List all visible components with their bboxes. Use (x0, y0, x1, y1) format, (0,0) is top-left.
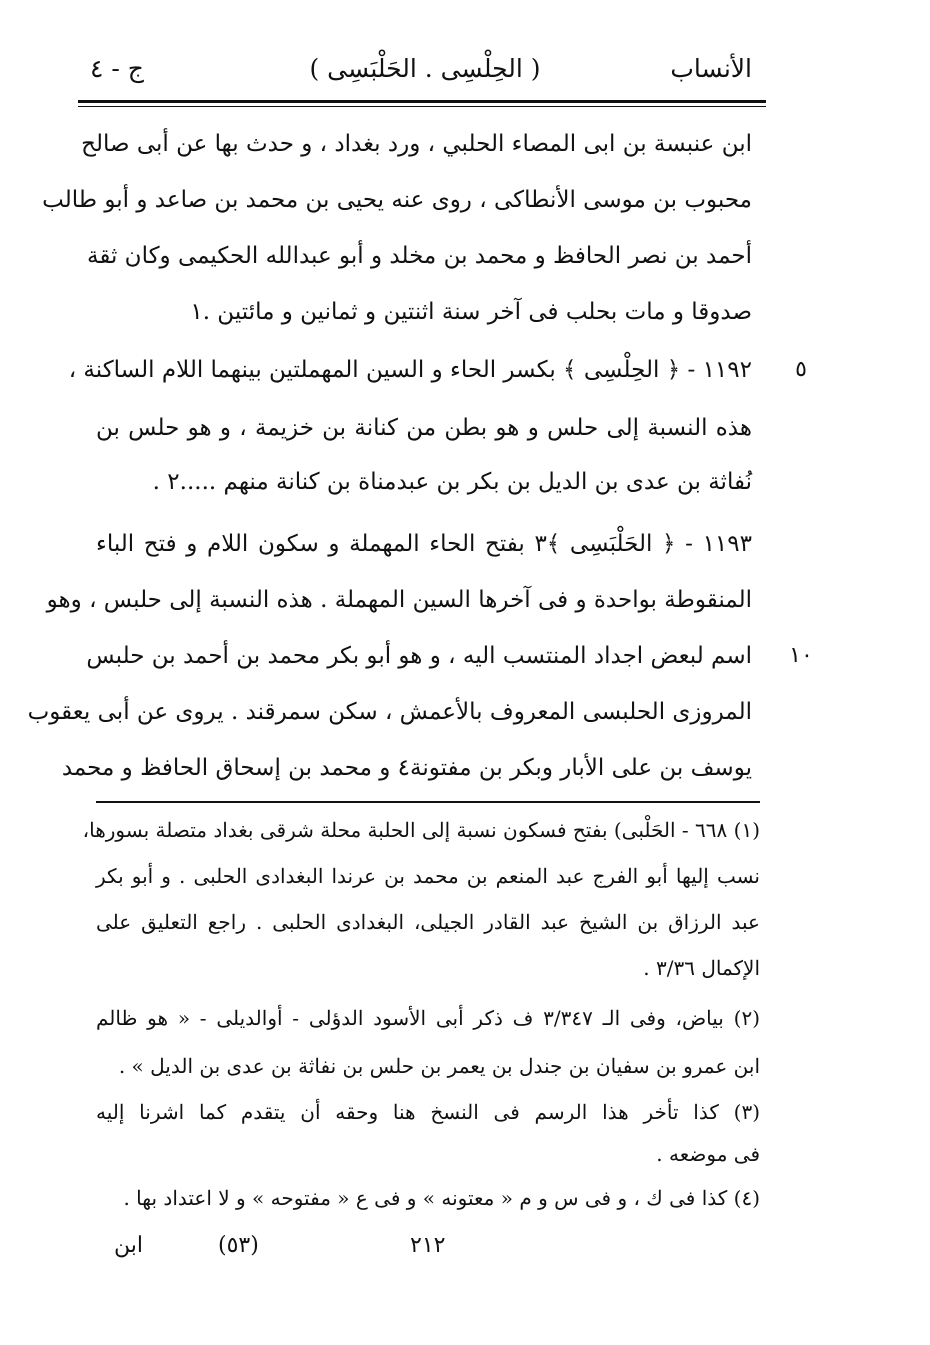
body-line: أحمد بن نصر الحافظ و محمد بن مخلد و أبو عبدالله الحكيمى وكان ثقة (87, 243, 752, 269)
footnote-line: عبد الرزاق بن الشيخ عبد القادر الجيلى، البغدادى الحلبى . راجع التعليق على (96, 910, 760, 934)
footnote-2: (٢) بياض، وفى الـ ٣/٣٤٧ ف ذكر أبى الأسود الدؤلى - أوالديلى - « هو ظالم (96, 1006, 760, 1030)
signature-mark: (٥٣) (218, 1233, 259, 1258)
body-line: اسم لبعض اجداد المنتسب اليه ، و هو أبو بكر محمد بن أحمد بن حلبس (86, 643, 752, 669)
body-line: نُفاثة بن عدى بن الديل بن بكر بن عبدمناة بن كنانة منهم .....٢ . (152, 469, 752, 495)
footnote-1: (١) ٦٦٨ - الحَلْبى) بفتح فسكون نسبة إلى الحلبة محلة شرقى بغداد متصلة بسورها، (82, 818, 760, 842)
footnote-line: ابن عمرو بن سفيان بن جندل بن يعمر بن حلس بن نفاثة بن عدى بن الديل » . (118, 1054, 760, 1078)
body-line: المروزى الحلبسى المعروف بالأعمش ، سكن سمرقند . يروى عن أبى يعقوب (27, 699, 752, 725)
footnote-rule (96, 801, 760, 803)
body-line: المنقوطة بواحدة و فى آخرها السين المهملة . هذه النسبة إلى حلبس ، وهو (46, 587, 752, 613)
entry-1193-heading: ١١٩٣ - ﴿ الحَلْبَسِى ﴾٣ بفتح الحاء المهملة و سكون اللام و فتح الباء (96, 531, 752, 557)
footnote-line: نسب إليها أبو الفرج عبد المنعم بن محمد بن عرندا البغدادى الحلبى . و أبو بكر (96, 864, 760, 888)
page-number: ٢١٢ (410, 1233, 446, 1258)
body-line: صدوقا و مات بحلب فى آخر سنة اثنتين و ثمانين و مائتين .١ (190, 299, 752, 325)
footnote-3: (٣) كذا تأخر هذا الرسم فى النسخ هنا وحقه أن يتقدم كما اشرنا إليه (96, 1100, 760, 1124)
footnote-4: (٤) كذا فى ك ، و فى س و م « معتونه » و فى ع « مفتوحه » و لا اعتداد بها . (123, 1186, 760, 1210)
footnote-line: فى موضعه . (656, 1142, 760, 1166)
catchword: ابن (114, 1233, 143, 1258)
body-line: هذه النسبة إلى حلس و هو بطن من كنانة بن خزيمة ، و هو حلس بن (96, 415, 752, 441)
entry-1192-heading: ١١٩٢ - ﴿ الحِلْسِى ﴾ بكسر الحاء و السين المهملتين بينهما اللام الساكنة ، (68, 357, 752, 383)
footnote-line: الإكمال ٣/٣٦ . (643, 956, 760, 980)
line-number-10: ١٠ (789, 643, 813, 668)
body-line: يوسف بن على الأبار وبكر بن مفتونة٤ و محمد بن إسحاق الحافظ و محمد (61, 755, 752, 781)
running-title: الأنساب (670, 54, 752, 83)
body-line: ابن عنبسة بن ابى المصاء الحلبي ، ورد بغداد ، و حدث بها عن أبى صالح (81, 131, 752, 157)
header-rule-thin (78, 106, 766, 107)
running-subtitle: ( الحِلْسِى . الحَلْبَسِى ) (309, 54, 541, 83)
header-rule-thick (78, 100, 766, 103)
line-number-5: ٥ (795, 357, 807, 382)
body-line: محبوب بن موسى الأنطاكى ، روى عنه يحيى بن محمد بن صاعد و أبو طالب (42, 187, 752, 213)
volume-label: ج - ٤ (90, 54, 144, 83)
